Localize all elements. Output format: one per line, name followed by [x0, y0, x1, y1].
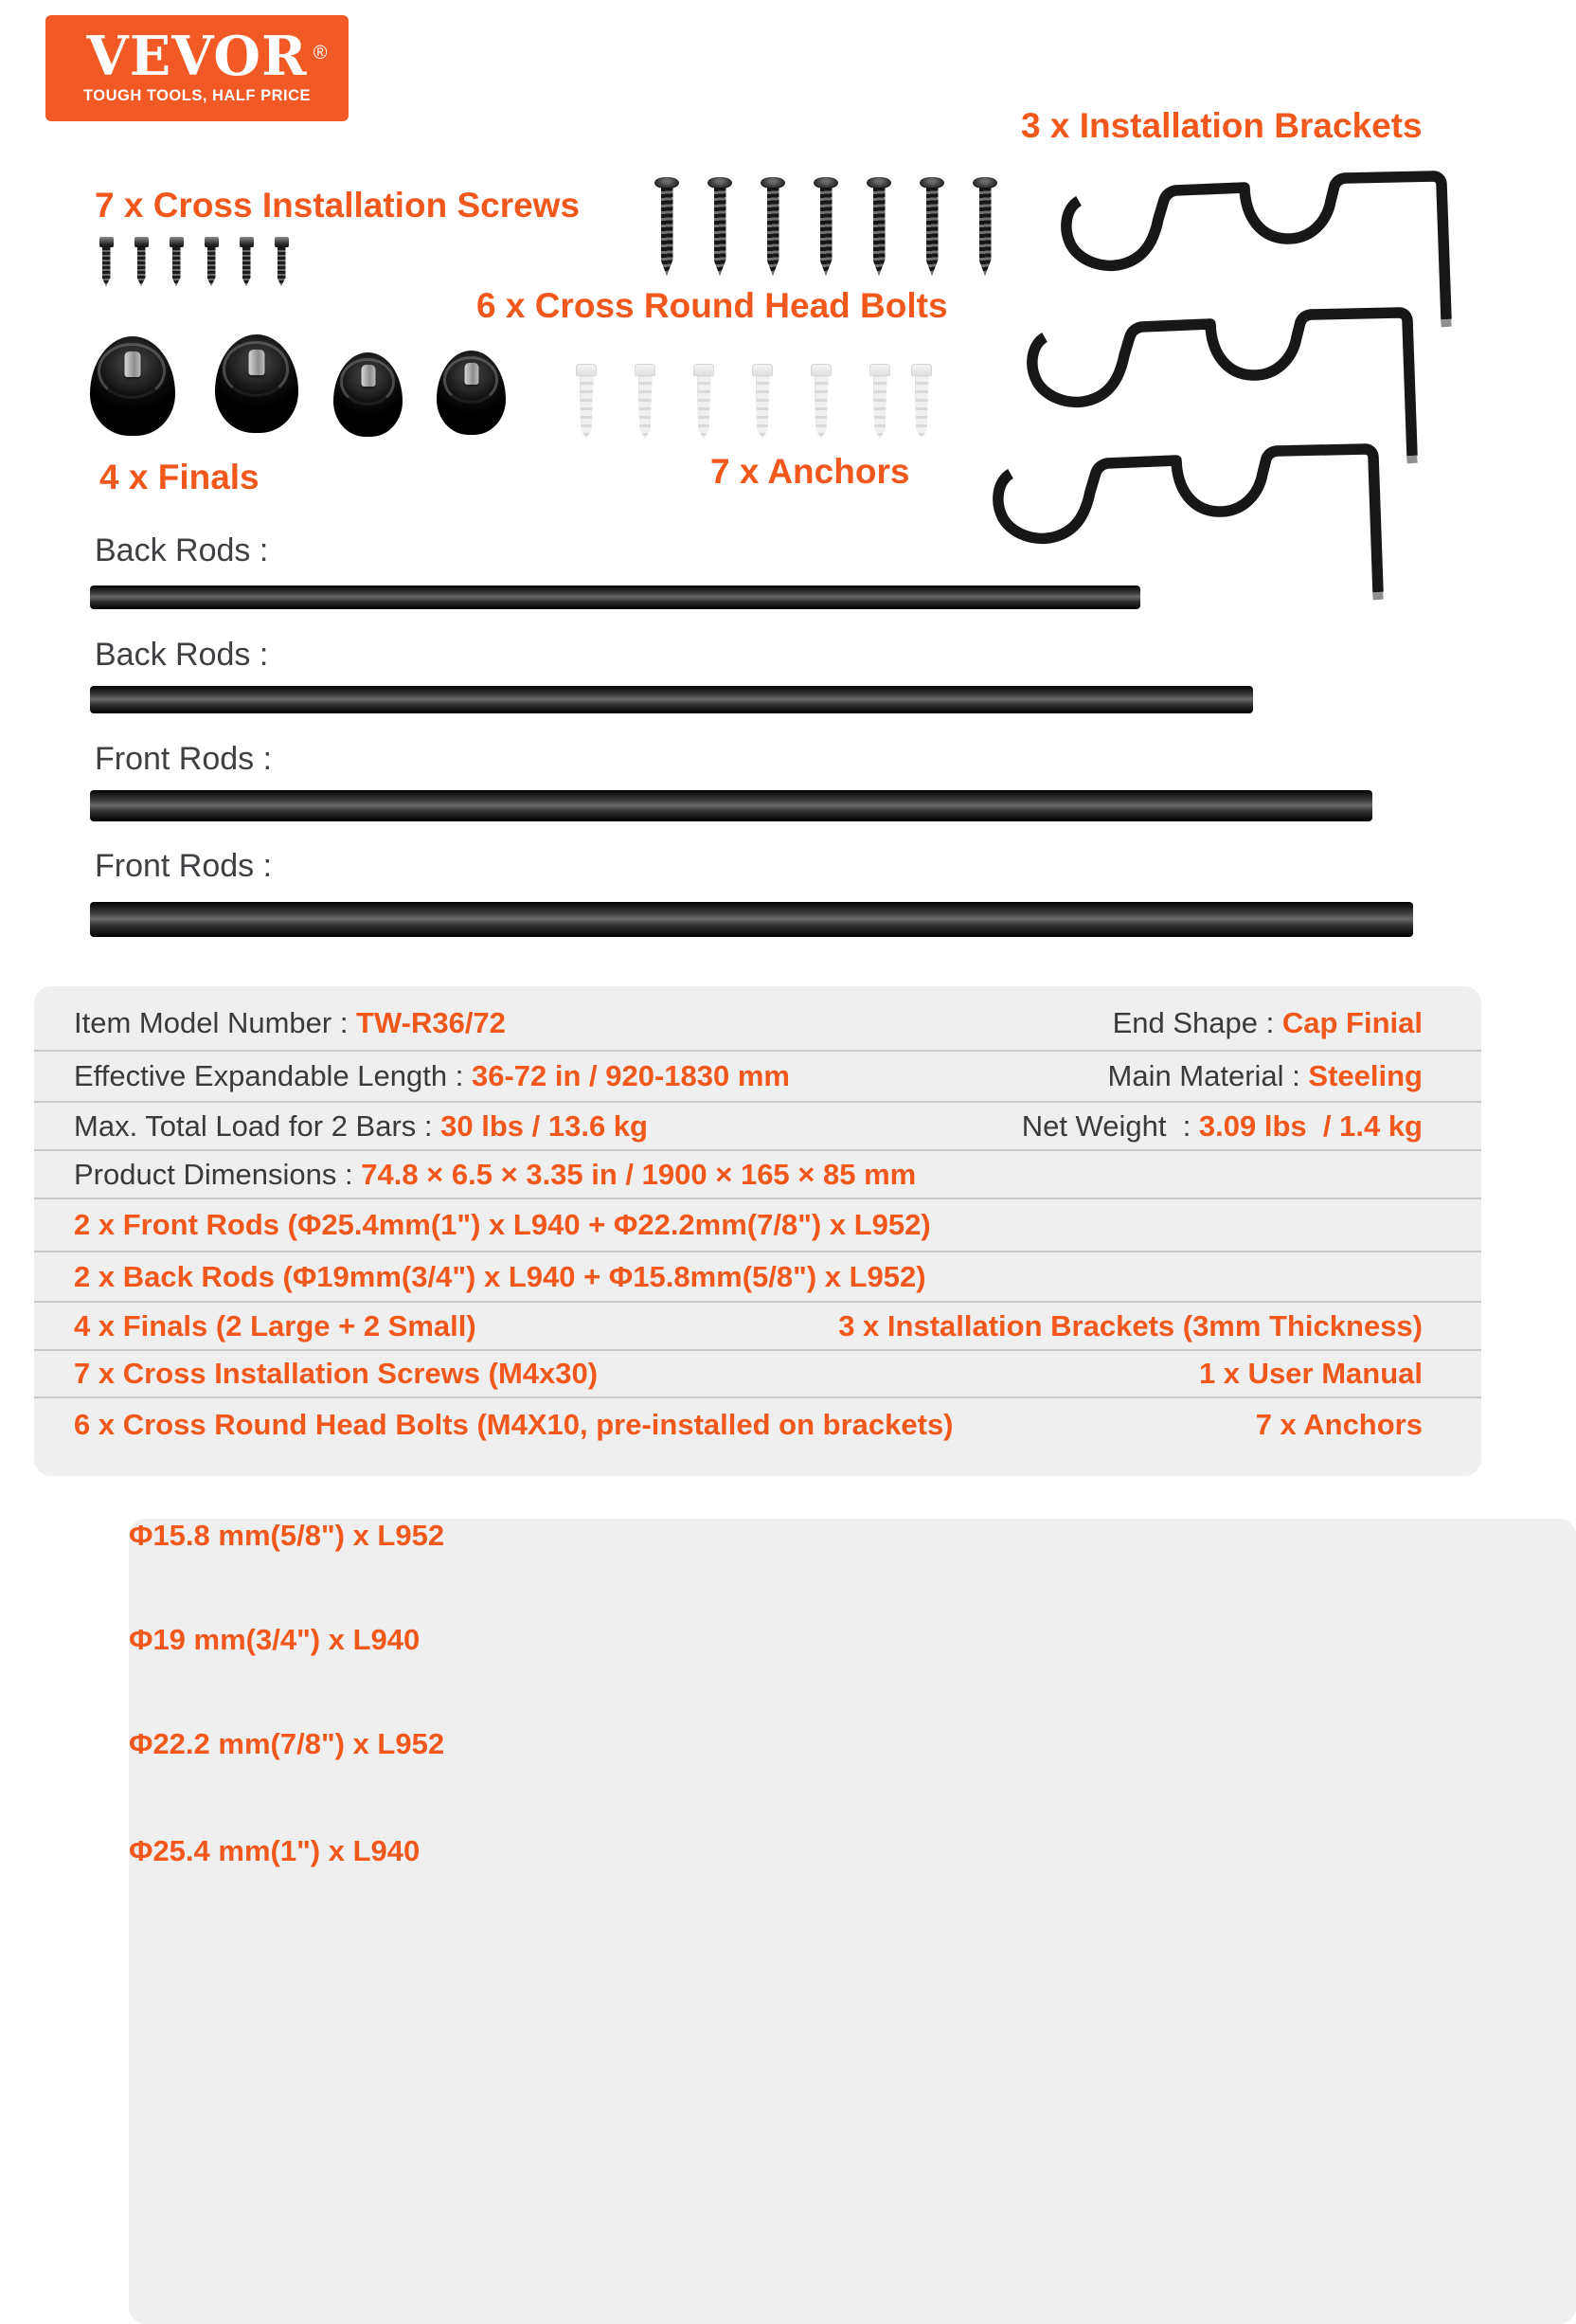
table-row: 2 x Front Rods (Φ25.4mm(1") x L940 + Φ22.2mm(7/8") x L952)	[34, 1198, 1481, 1251]
table-row: Product Dimensions : 74.8 × 6.5 × 3.35 in / 1900 × 165 × 85 mm	[34, 1149, 1481, 1198]
table-row: 2 x Back Rods (Φ19mm(3/4") x L940 + Φ15.8mm(5/8") x L952)	[34, 1251, 1481, 1301]
bolt-icon	[133, 237, 150, 288]
screw-icon	[707, 177, 733, 279]
rod-back-large	[90, 686, 1253, 713]
installation-brackets-icon	[985, 167, 1487, 622]
finial-large-icon	[215, 334, 298, 433]
bolt-icon	[203, 237, 220, 288]
screw-icon	[760, 177, 786, 279]
table-row: Effective Expandable Length : 36-72 in / 920-1830 mm Main Material : Steeling	[34, 1050, 1481, 1101]
registered-mark-icon: ®	[313, 43, 329, 63]
anchor-icon	[869, 364, 890, 441]
finial-large-icon	[90, 336, 175, 436]
table-row: 4 x Finals (2 Large + 2 Small) 3 x Installation Brackets (3mm Thickness)	[34, 1301, 1481, 1349]
rod-label-back-2: Back Rods : Φ19 mm(3/4") x L940	[95, 637, 278, 674]
bolt-icon	[98, 237, 115, 288]
vevor-logo	[45, 15, 349, 121]
label-installation-screws: 7 x Cross Installation Screws	[95, 186, 581, 225]
screw-icon	[654, 177, 680, 279]
rod-label-back-1: Back Rods : Φ15.8 mm(5/8") x L952	[95, 532, 278, 569]
rod-back-small	[90, 586, 1140, 609]
anchor-icon	[576, 364, 597, 441]
rod-label-front-2: Front Rods : Φ25.4 mm(1") x L940	[95, 848, 281, 885]
anchor-icon	[693, 364, 714, 441]
anchor-icon	[811, 364, 832, 441]
rod-front-large	[90, 902, 1413, 937]
anchor-icon	[752, 364, 773, 441]
rod-front-small	[90, 790, 1372, 821]
table-row: 7 x Cross Installation Screws (M4x30) 1 x User Manual	[34, 1349, 1481, 1396]
bolt-icon	[168, 237, 185, 288]
anchor-icon	[635, 364, 655, 441]
label-round-head-bolts: 6 x Cross Round Head Bolts	[476, 286, 948, 325]
finial-small-icon	[333, 352, 403, 437]
anchor-icon	[911, 364, 932, 441]
rod-label-front-1: Front Rods : Φ22.2 mm(7/8") x L952	[95, 741, 281, 778]
spec-table	[34, 986, 1481, 1476]
screw-icon	[813, 177, 839, 279]
label-anchors: 7 x Anchors	[710, 452, 910, 491]
screw-icon	[866, 177, 892, 279]
table-row: 6 x Cross Round Head Bolts (M4X10, pre-installed on brackets) 7 x Anchors	[34, 1396, 1481, 1476]
screw-icon	[919, 177, 945, 279]
label-installation-brackets: 3 x Installation Brackets	[1021, 106, 1423, 145]
table-row: Item Model Number : TW-R36/72 End Shape : Cap Finial	[74, 1005, 1423, 1039]
table-row: Max. Total Load for 2 Bars : 30 lbs / 13.6 kg Net Weight : 3.09 lbs / 1.4 kg	[34, 1101, 1481, 1149]
bolt-icon	[273, 237, 290, 288]
label-finials: 4 x Finals	[99, 458, 260, 496]
brand-tagline: TOUGH TOOLS, HALF PRICE	[82, 87, 312, 104]
bolt-icon	[238, 237, 255, 288]
finial-small-icon	[437, 351, 506, 435]
brand-name: VEVOR ®	[86, 25, 329, 88]
